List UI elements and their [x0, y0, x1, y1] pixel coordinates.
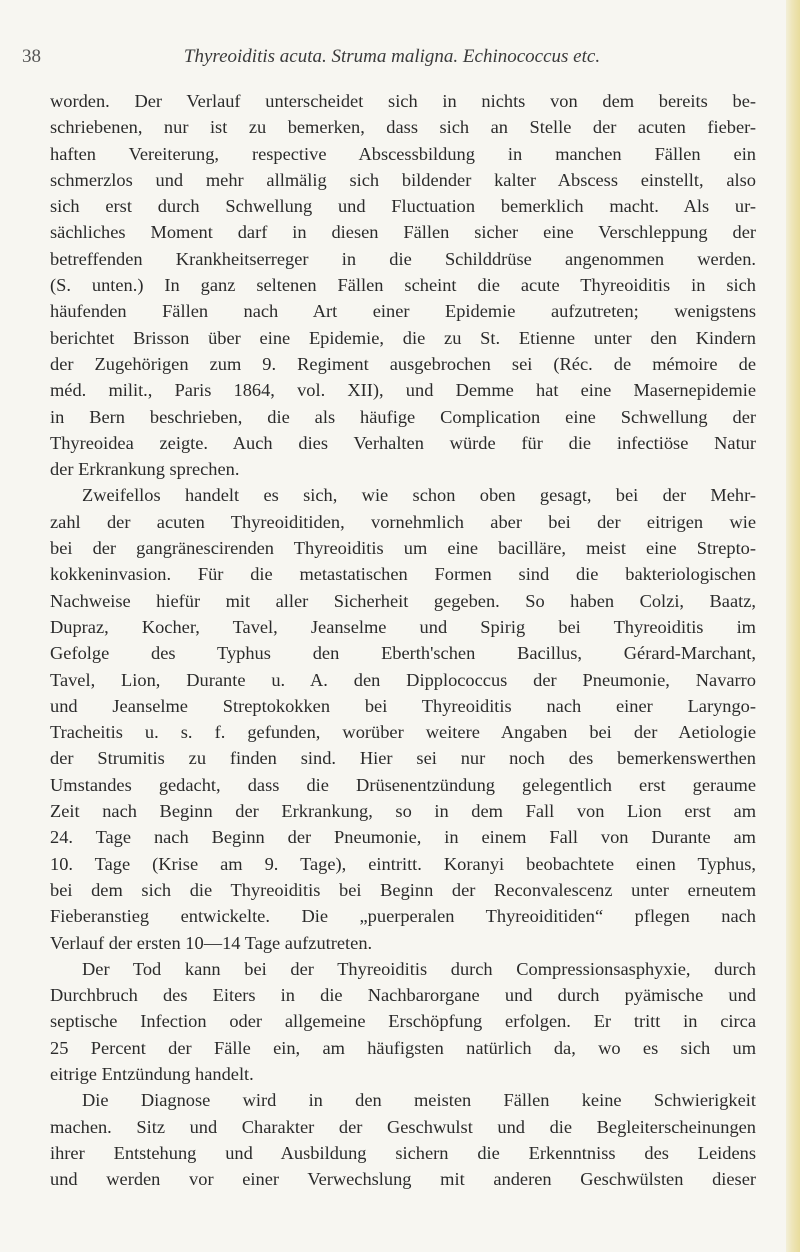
- text-line: sich erst durch Schwellung und Fluctuation bemerklich macht. Als ur-: [50, 196, 756, 217]
- text-line: 24. Tage nach Beginn der Pneumonie, in einem Fall von Durante am: [50, 827, 756, 848]
- text-line: 25 Percent der Fälle ein, am häufigsten natürlich da, wo es sich um: [50, 1037, 756, 1058]
- text-line: bei der gangränescirenden Thyreoiditis um eine bacilläre, meist eine Strepto-: [50, 538, 756, 559]
- page-edge: [786, 0, 800, 1252]
- text-line: schriebenen, nur ist zu bemerken, dass sich an Stelle der acuten fieber-: [50, 117, 756, 138]
- running-title: Thyreoiditis acuta. Struma maligna. Echinococcus etc.: [183, 46, 601, 67]
- text-line: septische Infection oder allgemeine Erschöpfung erfolgen. Er tritt in circa: [50, 1011, 756, 1032]
- text-line: der Erkrankung sprechen.: [50, 459, 240, 480]
- text-line: der Zugehörigen zum 9. Regiment ausgebrochen sei (Réc. de mémoire de: [50, 353, 756, 374]
- body-text: [50, 88, 756, 1192]
- text-line: Die Diagnose wird in den meisten Fällen keine Schwierigkeit: [82, 1090, 756, 1111]
- text-line: berichtet Brisson über eine Epidemie, die zu St. Etienne unter den Kindern: [50, 327, 756, 348]
- text-line: worden. Der Verlauf unterscheidet sich in nichts von dem bereits be-: [50, 91, 756, 111]
- text-line: Tavel, Lion, Durante u. A. den Dipplococcus der Pneumonie, Navarro: [50, 669, 756, 690]
- text-line: Fieberanstieg entwickelte. Die „puerperalen Thyreoiditiden“ pflegen nach: [50, 906, 756, 927]
- text-line: in Bern beschrieben, die als häufige Complication eine Schwellung der: [50, 406, 756, 427]
- text-line: Gefolge des Typhus den Eberth'schen Bacillus, Gérard-Marchant,: [50, 643, 756, 664]
- text-line: der Strumitis zu finden sind. Hier sei nur noch des bemerkenswerthen: [50, 748, 756, 769]
- text-line: machen. Sitz und Charakter der Geschwulst und die Begleiterscheinungen: [50, 1116, 756, 1137]
- text-line: Umstandes gedacht, dass die Drüsenentzündung gelegentlich erst geraume: [50, 774, 756, 795]
- text-line: und Jeanselme Streptokokken bei Thyreoiditis nach einer Laryngo-: [50, 695, 756, 716]
- text-line: betreffenden Krankheitserreger in die Schilddrüse angenommen werden.: [50, 248, 756, 269]
- text-line: méd. milit., Paris 1864, vol. XII), und Demme hat eine Masernepidemie: [50, 380, 756, 401]
- text-line: Zweifellos handelt es sich, wie schon oben gesagt, bei der Mehr-: [82, 485, 756, 506]
- page-number: 38: [22, 46, 41, 67]
- text-line: Dupraz, Kocher, Tavel, Jeanselme und Spirig bei Thyreoiditis im: [50, 616, 756, 637]
- page-header: [22, 46, 762, 72]
- text-line: sächliches Moment darf in diesen Fällen sicher eine Verschleppung der: [50, 222, 756, 243]
- text-line: Nachweise hiefür mit aller Sicherheit gegeben. So haben Colzi, Baatz,: [50, 590, 756, 611]
- text-line: Tracheitis u. s. f. gefunden, worüber weitere Angaben bei der Aetiologie: [50, 722, 756, 743]
- text-line: (S. unten.) In ganz seltenen Fällen scheint die acute Thyreoiditis in sich: [50, 275, 756, 296]
- text-line: haften Vereiterung, respective Abscessbildung in manchen Fällen ein: [50, 143, 756, 164]
- text-line: kokkeninvasion. Für die metastatischen Formen sind die bakteriologischen: [50, 564, 756, 585]
- text-line: ihrer Entstehung und Ausbildung sichern die Erkenntniss des Leidens: [50, 1142, 756, 1163]
- text-line: schmerzlos und mehr allmälig sich bildender kalter Abscess einstellt, also: [50, 169, 756, 190]
- text-line: Thyreoidea zeigte. Auch dies Verhalten würde für die infectiöse Natur: [50, 432, 756, 453]
- text-line: häufenden Fällen nach Art einer Epidemie aufzutreten; wenigstens: [50, 301, 756, 322]
- text-line: und werden vor einer Verwechslung mit anderen Geschwülsten dieser: [50, 1169, 756, 1190]
- text-line: Zeit nach Beginn der Erkrankung, so in dem Fall von Lion erst am: [50, 801, 756, 822]
- text-line: 10. Tage (Krise am 9. Tage), eintritt. Koranyi beobachtete einen Typhus,: [50, 853, 756, 874]
- text-line: eitrige Entzündung handelt.: [50, 1063, 254, 1084]
- text-line: Verlauf der ersten 10—14 Tage aufzutreten.: [50, 932, 373, 953]
- text-line: Der Tod kann bei der Thyreoiditis durch Compressionsasphyxie, durch: [82, 958, 756, 979]
- text-line: Durchbruch des Eiters in die Nachbarorgane und durch pyämische und: [50, 985, 756, 1006]
- text-line: bei dem sich die Thyreoiditis bei Beginn der Reconvalescenz unter erneutem: [50, 879, 756, 900]
- text-line: zahl der acuten Thyreoiditiden, vornehmlich aber bei der eitrigen wie: [50, 511, 756, 532]
